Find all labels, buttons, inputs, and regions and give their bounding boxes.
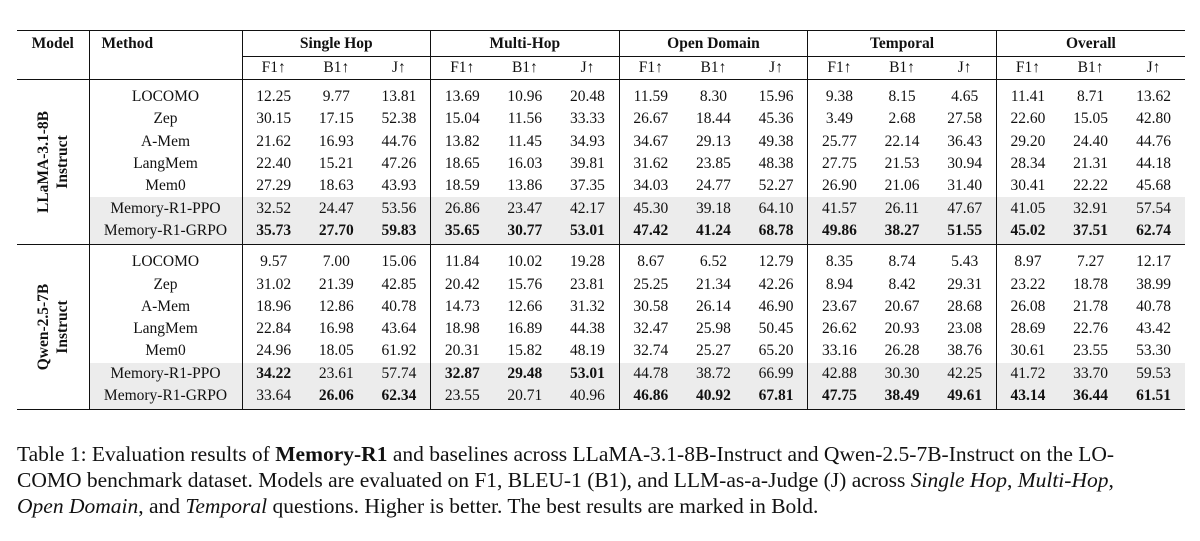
header-metric-f1: F1↑	[619, 57, 682, 80]
table-cell: 29.13	[696, 132, 731, 150]
model-name-line2: Instruct	[53, 300, 71, 354]
table-cell: 29.31	[947, 275, 983, 293]
table-cell: 18.63	[318, 177, 354, 195]
table-cell: 40.96	[556, 385, 619, 410]
header-row-groups	[17, 31, 1185, 57]
table-cell: 39.81	[570, 155, 605, 173]
table-cell: 45.36	[758, 110, 794, 128]
method-name: A-Mem	[89, 296, 242, 318]
table-cell: 68.78	[745, 220, 808, 245]
table-cell: 21.78	[1073, 297, 1109, 315]
table-cell: 21.06	[884, 177, 920, 195]
table-cell: 45.02	[996, 220, 1059, 245]
table-cell: 32.47	[619, 318, 682, 340]
header-model: Model	[17, 31, 89, 57]
method-name: A-Mem	[89, 131, 242, 153]
method-name: Memory-R1-PPO	[89, 197, 242, 219]
table-cell: 10.02	[493, 245, 556, 274]
table-cell: 8.97	[996, 245, 1059, 274]
table-cell: 21.53	[884, 155, 920, 173]
table-cell: 64.10	[745, 197, 808, 219]
caption-suffix: questions. Higher is better. The best results are marked in Bold.	[267, 494, 819, 518]
table-cell: 40.78	[381, 297, 417, 315]
table-cell: 25.98	[696, 320, 731, 338]
table-cell: 47.75	[808, 385, 871, 410]
table-cell: 27.75	[808, 153, 871, 175]
table-row	[17, 220, 1185, 245]
table-cell: 22.14	[884, 132, 920, 150]
model-name-line2: Instruct	[53, 135, 71, 189]
table-row	[17, 131, 1185, 153]
results-table	[17, 30, 1185, 410]
table-cell: 23.22	[996, 273, 1059, 295]
table-cell: 27.70	[305, 220, 368, 245]
table-cell: 21.34	[696, 275, 731, 293]
results-table-container	[17, 30, 1185, 410]
table-cell: 43.14	[996, 385, 1059, 410]
table-cell: 25.27	[696, 342, 731, 360]
table-cell: 48.38	[758, 155, 794, 173]
table-cell: 49.86	[808, 220, 871, 245]
table-row	[17, 273, 1185, 295]
header-metric-j: J↑	[1122, 57, 1185, 80]
table-cell: 16.03	[507, 155, 543, 173]
table-cell: 44.18	[1136, 155, 1171, 173]
table-cell: 26.62	[808, 318, 871, 340]
model-name-vertical	[34, 111, 72, 213]
table-caption	[17, 441, 1183, 519]
header-metric-b1: B1↑	[493, 57, 556, 80]
table-cell: 61.92	[381, 342, 417, 360]
caption-italic-single-hop: Single Hop	[910, 468, 1007, 492]
table-cell: 43.42	[1136, 320, 1171, 338]
table-cell: 24.77	[696, 177, 731, 195]
table-cell: 26.06	[305, 385, 368, 410]
method-name: LangMem	[89, 153, 242, 175]
table-cell: 38.72	[682, 363, 745, 385]
table-row	[17, 363, 1185, 385]
table-cell: 50.45	[758, 320, 794, 338]
table-row	[17, 296, 1185, 318]
table-cell: 23.85	[696, 155, 731, 173]
table-cell: 34.22	[242, 363, 305, 385]
table-cell: 42.85	[381, 275, 417, 293]
table-cell: 4.65	[951, 88, 979, 106]
table-cell: 28.69	[996, 318, 1059, 340]
caption-italic-temporal: Temporal	[185, 494, 268, 518]
method-name: Memory-R1-PPO	[89, 363, 242, 385]
header-metric-j: J↑	[368, 57, 431, 80]
table-cell: 44.38	[570, 320, 605, 338]
table-cell: 31.62	[619, 153, 682, 175]
table-cell: 48.19	[570, 342, 605, 360]
table-cell: 38.76	[947, 342, 983, 360]
header-metric-f1: F1↑	[242, 57, 305, 80]
table-cell: 53.01	[556, 220, 619, 245]
table-cell: 20.31	[431, 340, 494, 362]
table-cell: 26.86	[431, 197, 494, 219]
header-group-overall: Overall	[996, 31, 1185, 57]
table-cell: 41.57	[808, 197, 871, 219]
table-cell: 30.58	[619, 296, 682, 318]
table-cell: 53.56	[368, 197, 431, 219]
table-cell: 12.79	[745, 245, 808, 274]
table-cell: 33.70	[1059, 363, 1122, 385]
table-cell: 11.41	[996, 80, 1059, 109]
caption-mid: and baselines across LLaMA-3.1-8B-Instruct and Qwen-2.5-7B-Instruct on the LO-	[387, 442, 1115, 466]
header-metric-j: J↑	[745, 57, 808, 80]
table-cell: 24.40	[1073, 132, 1109, 150]
caption-bold-term: Memory-R1	[275, 442, 388, 466]
table-cell: 8.15	[888, 88, 916, 106]
table-cell: 26.08	[996, 296, 1059, 318]
table-cell: 25.77	[808, 131, 871, 153]
table-cell: 15.96	[758, 88, 794, 106]
table-cell: 16.98	[318, 320, 354, 338]
table-cell: 30.61	[996, 340, 1059, 362]
caption-sep: ,	[1006, 468, 1018, 492]
table-cell: 52.27	[758, 177, 794, 195]
table-cell: 26.14	[696, 297, 731, 315]
table-cell: 8.35	[808, 245, 871, 274]
table-cell: 53.01	[556, 363, 619, 385]
table-cell: 34.93	[570, 132, 605, 150]
table-cell: 22.60	[996, 108, 1059, 130]
table-cell: 12.66	[507, 297, 543, 315]
table-cell: 42.17	[556, 197, 619, 219]
table-cell: 51.55	[933, 220, 996, 245]
table-cell: 20.67	[884, 297, 920, 315]
table-cell: 41.24	[682, 220, 745, 245]
header-metric-f1: F1↑	[808, 57, 871, 80]
table-cell: 45.68	[1136, 177, 1171, 195]
table-cell: 62.74	[1122, 220, 1185, 245]
table-cell: 22.22	[1073, 177, 1109, 195]
model-name-vertical	[34, 284, 72, 371]
method-name: Mem0	[89, 175, 242, 197]
table-cell: 15.82	[507, 342, 543, 360]
table-cell: 59.53	[1122, 363, 1185, 385]
table-cell: 8.94	[808, 273, 871, 295]
header-row-metrics	[17, 57, 1185, 80]
header-method-blank	[89, 57, 242, 80]
table-cell: 8.71	[1077, 88, 1105, 106]
table-cell: 20.71	[493, 385, 556, 410]
table-cell: 45.30	[619, 197, 682, 219]
table-cell: 35.65	[431, 220, 494, 245]
table-cell: 42.26	[758, 275, 794, 293]
table-cell: 3.49	[808, 108, 871, 130]
table-cell: 21.39	[318, 275, 354, 293]
header-group-temporal: Temporal	[808, 31, 997, 57]
table-cell: 18.98	[431, 318, 494, 340]
header-metric-b1: B1↑	[871, 57, 934, 80]
table-cell: 33.33	[570, 110, 605, 128]
table-cell: 30.15	[242, 108, 305, 130]
table-cell: 41.72	[996, 363, 1059, 385]
table-cell: 47.26	[381, 155, 417, 173]
table-cell: 9.77	[322, 88, 350, 106]
table-cell: 33.64	[242, 385, 305, 410]
table-cell: 11.84	[431, 245, 494, 274]
table-cell: 41.05	[996, 197, 1059, 219]
method-name: Memory-R1-GRPO	[89, 220, 242, 245]
table-cell: 10.96	[507, 88, 543, 106]
table-cell: 14.73	[431, 296, 494, 318]
table-cell: 36.44	[1059, 385, 1122, 410]
table-cell: 38.99	[1136, 275, 1171, 293]
table-cell: 8.30	[699, 88, 727, 106]
table-cell: 11.56	[507, 110, 543, 128]
method-name: Zep	[89, 273, 242, 295]
table-cell: 23.81	[570, 275, 605, 293]
caption-prefix: Table 1: Evaluation results of	[17, 442, 276, 466]
header-metric-j: J↑	[933, 57, 996, 80]
table-cell: 13.81	[381, 88, 417, 106]
table-cell: 30.77	[493, 220, 556, 245]
table-cell: 16.89	[507, 320, 543, 338]
table-cell: 49.61	[933, 385, 996, 410]
table-cell: 19.28	[556, 245, 619, 274]
table-cell: 13.82	[431, 131, 494, 153]
method-name: Memory-R1-GRPO	[89, 385, 242, 410]
table-cell: 7.27	[1059, 245, 1122, 274]
table-row	[17, 385, 1185, 410]
table-cell: 26.11	[871, 197, 934, 219]
table-cell: 13.69	[431, 80, 494, 109]
table-cell: 18.96	[242, 296, 305, 318]
table-cell: 67.81	[745, 385, 808, 410]
table-cell: 52.38	[381, 110, 417, 128]
table-cell: 38.49	[871, 385, 934, 410]
table-cell: 62.34	[368, 385, 431, 410]
table-cell: 15.05	[1073, 110, 1109, 128]
table-cell: 40.78	[1136, 297, 1171, 315]
table-cell: 65.20	[758, 342, 794, 360]
table-cell: 12.17	[1122, 245, 1185, 274]
table-cell: 40.92	[682, 385, 745, 410]
caption-italic-open-domain: Open Domain	[17, 494, 139, 518]
table-cell: 27.29	[242, 175, 305, 197]
table-cell: 18.44	[696, 110, 731, 128]
table-cell: 42.80	[1136, 110, 1171, 128]
table-cell: 12.86	[318, 297, 354, 315]
table-cell: 25.25	[619, 273, 682, 295]
table-cell: 66.99	[745, 363, 808, 385]
table-row	[17, 318, 1185, 340]
table-cell: 47.42	[619, 220, 682, 245]
table-cell: 26.67	[619, 108, 682, 130]
table-cell: 17.15	[318, 110, 354, 128]
table-cell: 33.16	[808, 340, 871, 362]
table-cell: 20.93	[884, 320, 920, 338]
table-cell: 16.93	[318, 132, 354, 150]
table-cell: 12.25	[242, 80, 305, 109]
method-name: LangMem	[89, 318, 242, 340]
table-row	[17, 80, 1185, 109]
table-cell: 24.47	[305, 197, 368, 219]
table-cell: 22.40	[242, 153, 305, 175]
table-cell: 2.68	[888, 110, 916, 128]
table-cell: 21.31	[1073, 155, 1109, 173]
table-cell: 7.00	[305, 245, 368, 274]
table-cell: 46.90	[758, 297, 794, 315]
model-name-line1: LLaMA-3.1-8B	[34, 111, 52, 214]
table-cell: 9.57	[242, 245, 305, 274]
header-metric-f1: F1↑	[996, 57, 1059, 80]
table-cell: 24.96	[242, 340, 305, 362]
table-cell: 44.76	[1136, 132, 1171, 150]
header-metric-f1: F1↑	[431, 57, 494, 80]
table-row	[17, 197, 1185, 219]
table-cell: 11.59	[619, 80, 682, 109]
caption-sep: ,	[1108, 468, 1114, 492]
table-cell: 8.42	[888, 275, 916, 293]
table-cell: 27.58	[947, 110, 983, 128]
model-name-line1: Qwen-2.5-7B	[34, 283, 52, 371]
table-cell: 15.21	[318, 155, 354, 173]
table-cell: 23.08	[947, 320, 983, 338]
header-metric-j: J↑	[556, 57, 619, 80]
table-cell: 18.78	[1073, 275, 1109, 293]
table-cell: 38.27	[871, 220, 934, 245]
table-cell: 46.86	[619, 385, 682, 410]
table-cell: 29.20	[996, 131, 1059, 153]
table-cell: 31.32	[570, 297, 605, 315]
header-group-open-domain: Open Domain	[619, 31, 808, 57]
table-cell: 36.43	[947, 132, 983, 150]
table-row	[17, 245, 1185, 274]
header-method: Method	[89, 31, 242, 57]
table-cell: 43.93	[381, 177, 417, 195]
model-group-label	[17, 80, 89, 245]
table-cell: 57.54	[1122, 197, 1185, 219]
table-cell: 13.62	[1136, 88, 1171, 106]
table-cell: 32.91	[1059, 197, 1122, 219]
table-cell: 5.43	[933, 245, 996, 274]
table-cell: 59.83	[368, 220, 431, 245]
table-cell: 61.51	[1122, 385, 1185, 410]
header-metric-b1: B1↑	[682, 57, 745, 80]
table-cell: 23.61	[305, 363, 368, 385]
method-name: Mem0	[89, 340, 242, 362]
table-cell: 32.87	[431, 363, 494, 385]
table-cell: 26.28	[884, 342, 920, 360]
table-cell: 21.62	[242, 131, 305, 153]
method-name: LOCOMO	[89, 245, 242, 274]
table-cell: 34.03	[619, 175, 682, 197]
table-cell: 18.05	[318, 342, 354, 360]
table-cell: 26.90	[808, 175, 871, 197]
table-cell: 47.67	[933, 197, 996, 219]
table-cell: 15.04	[431, 108, 494, 130]
table-cell: 37.51	[1059, 220, 1122, 245]
table-cell: 23.55	[1073, 342, 1109, 360]
method-name: Zep	[89, 108, 242, 130]
table-cell: 32.74	[619, 340, 682, 362]
table-cell: 15.06	[368, 245, 431, 274]
table-cell: 30.30	[871, 363, 934, 385]
table-cell: 29.48	[493, 363, 556, 385]
table-cell: 20.48	[570, 88, 605, 106]
table-cell: 43.64	[381, 320, 417, 338]
table-cell: 32.52	[242, 197, 305, 219]
table-cell: 22.76	[1073, 320, 1109, 338]
table-cell: 18.65	[431, 153, 494, 175]
header-model-blank	[17, 57, 89, 80]
table-cell: 8.67	[619, 245, 682, 274]
header-group-multi-hop: Multi-Hop	[431, 31, 620, 57]
table-cell: 15.76	[507, 275, 543, 293]
method-name: LOCOMO	[89, 80, 242, 109]
model-group-label	[17, 245, 89, 410]
table-cell: 37.35	[570, 177, 605, 195]
table-row	[17, 175, 1185, 197]
table-cell: 31.02	[242, 273, 305, 295]
table-cell: 42.25	[933, 363, 996, 385]
table-cell: 6.52	[682, 245, 745, 274]
caption-sep: , and	[138, 494, 186, 518]
table-cell: 53.30	[1136, 342, 1171, 360]
table-row	[17, 153, 1185, 175]
header-group-single-hop: Single Hop	[242, 31, 431, 57]
table-cell: 57.74	[368, 363, 431, 385]
table-cell: 22.84	[242, 318, 305, 340]
table-cell: 23.67	[808, 296, 871, 318]
table-cell: 30.41	[996, 175, 1059, 197]
table-cell: 13.86	[507, 177, 543, 195]
table-cell: 18.59	[431, 175, 494, 197]
table-cell: 28.34	[996, 153, 1059, 175]
table-cell: 49.38	[758, 132, 794, 150]
table-cell: 23.55	[431, 385, 494, 410]
header-metric-b1: B1↑	[1059, 57, 1122, 80]
table-cell: 30.94	[947, 155, 983, 173]
table-cell: 39.18	[682, 197, 745, 219]
results-table-body	[17, 80, 1185, 410]
table-row	[17, 340, 1185, 362]
table-cell: 44.76	[381, 132, 417, 150]
table-cell: 23.47	[493, 197, 556, 219]
table-cell: 9.38	[808, 80, 871, 109]
caption-italic-multi-hop: Multi-Hop	[1017, 468, 1109, 492]
table-row	[17, 108, 1185, 130]
table-cell: 8.74	[871, 245, 934, 274]
table-cell: 31.40	[947, 177, 983, 195]
table-cell: 35.73	[242, 220, 305, 245]
caption-line2: COMO benchmark dataset. Models are evaluated on F1, BLEU-1 (B1), and LLM-as-a-Judge (J) across	[17, 468, 911, 492]
table-cell: 11.45	[507, 132, 543, 150]
table-cell: 44.78	[619, 363, 682, 385]
table-cell: 34.67	[619, 131, 682, 153]
header-metric-b1: B1↑	[305, 57, 368, 80]
table-cell: 28.68	[947, 297, 983, 315]
table-cell: 20.42	[431, 273, 494, 295]
table-cell: 42.88	[808, 363, 871, 385]
